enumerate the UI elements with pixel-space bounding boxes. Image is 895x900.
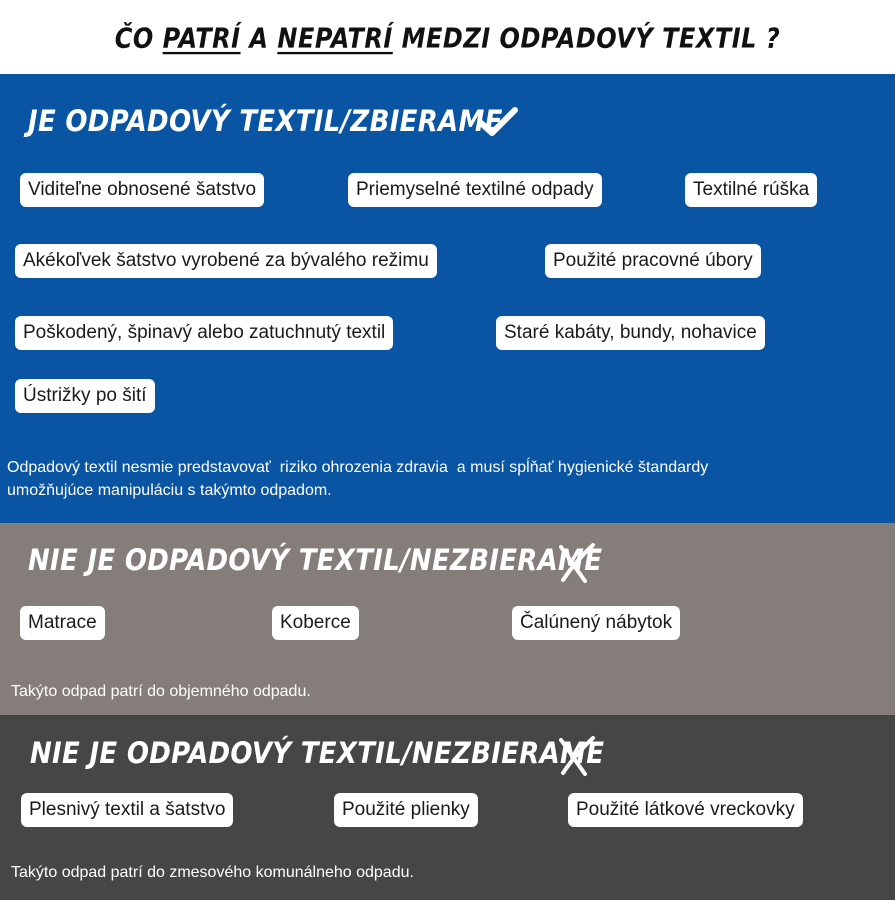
mixed-item: Použité plienky [334, 793, 478, 827]
page-title [115, 20, 781, 55]
page-header [0, 0, 895, 74]
x-mark-icon [555, 542, 597, 584]
mixed-item: Použité látkové vreckovky [568, 793, 803, 827]
collected-item: Akékoľvek šatstvo vyrobené za bývalého režimu [15, 244, 437, 278]
mixed-item: Plesnivý textil a šatstvo [21, 793, 233, 827]
mixed-note: Takýto odpad patrí do zmesového komunálneho odpadu. [11, 864, 414, 881]
bulky-note: Takýto odpad patrí do objemného odpadu. [11, 683, 311, 700]
x-mark-icon [555, 735, 597, 777]
checkmark-icon [478, 106, 518, 138]
collected-item: Staré kabáty, bundy, nohavice [496, 316, 765, 350]
bulky-item: Matrace [20, 606, 105, 640]
bulky-title: NIE JE ODPADOVÝ TEXTIL/NEZBIERAME [28, 544, 603, 578]
collected-item: Poškodený, špinavý alebo zatuchnutý textil [15, 316, 393, 350]
collected-item: Textilné rúška [685, 173, 817, 207]
title-part-rest: MEDZI ODPADOVÝ TEXTIL ? [401, 22, 781, 55]
bulky-section [0, 523, 895, 715]
collected-item: Ústrižky po šití [15, 379, 155, 413]
bulky-item: Čalúnený nábytok [512, 606, 680, 640]
title-part-a: A [249, 22, 269, 55]
collected-item: Viditeľne obnosené šatstvo [20, 173, 264, 207]
collected-note-line1: Odpadový textil nesmie predstavovať riziko ohrozenia zdravia a musí spĺňať hygienické štandardy [7, 459, 709, 476]
collected-section [0, 74, 895, 523]
collected-item: Priemyselné textilné odpady [348, 173, 602, 207]
collected-item: Použité pracovné úbory [545, 244, 761, 278]
mixed-section [0, 715, 895, 900]
collected-note-line2: umožňujúce manipuláciu s takýmto odpadom. [7, 482, 332, 499]
title-part-patri: PATRÍ [162, 22, 241, 55]
mixed-title: NIE JE ODPADOVÝ TEXTIL/NEZBIERAME [30, 737, 605, 771]
title-part-co: ČO [114, 22, 154, 55]
title-part-nepatri: NEPATRÍ [277, 22, 393, 55]
collected-note [7, 456, 887, 502]
collected-title: JE ODPADOVÝ TEXTIL/ZBIERAME [28, 105, 503, 139]
bulky-item: Koberce [272, 606, 359, 640]
